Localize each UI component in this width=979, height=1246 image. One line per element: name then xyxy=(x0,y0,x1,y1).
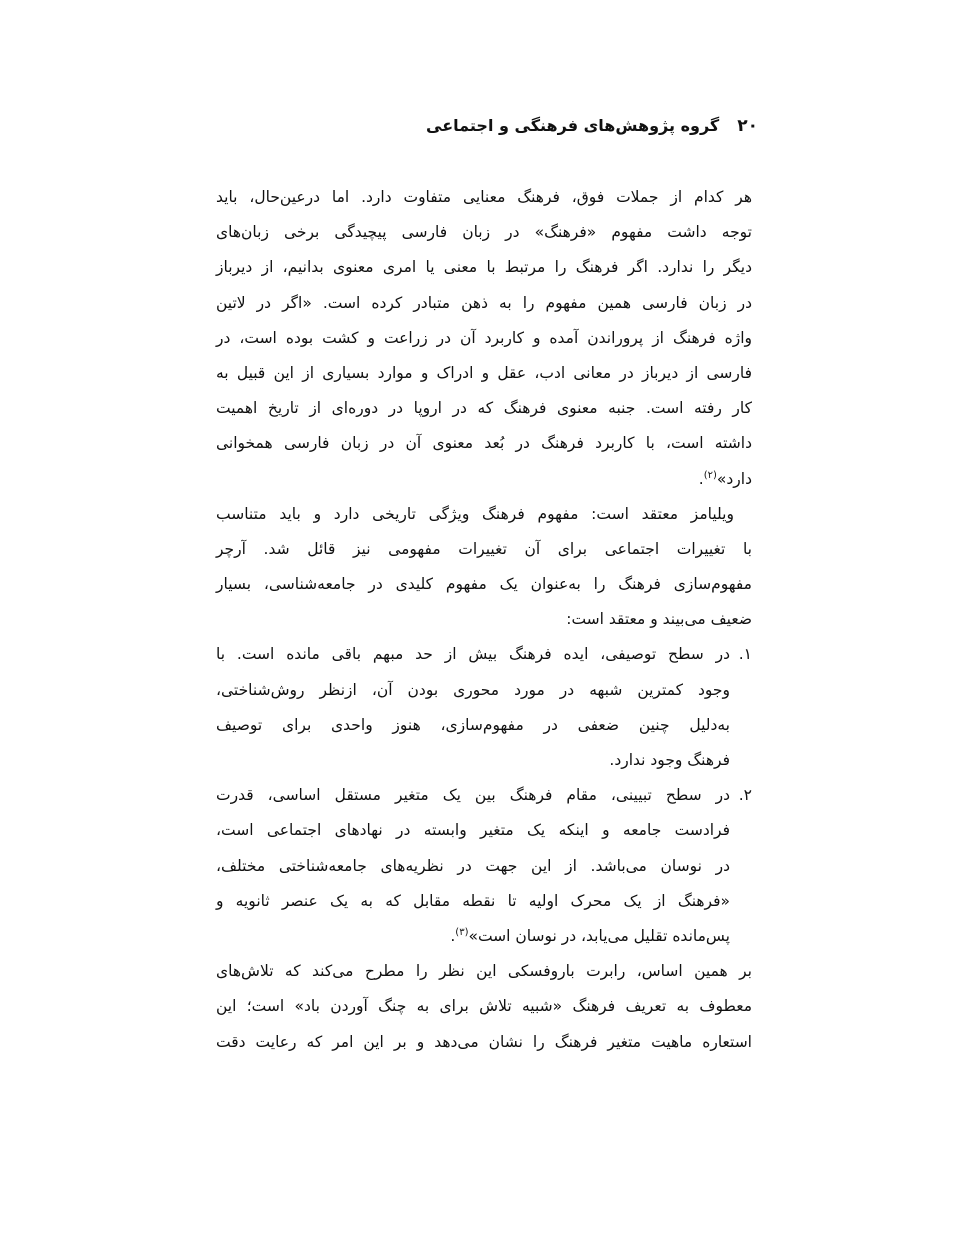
text-line: دیگر را ندارد. اگر فرهنگ را مرتبط با معنی یا امری معنوی بدانیم، از دیرباز xyxy=(216,258,752,277)
body-text xyxy=(216,180,752,1060)
text-line: دارد»$^{(۲)}$. xyxy=(698,469,752,488)
text-line: پس‌مانده تقلیل می‌یابد، در نوسان است»$^{(۳)}$. xyxy=(450,926,730,945)
list-item-continuation xyxy=(216,673,752,779)
text-line: فرادست جامعه و اینکه یک متغیر وابسته در نهادهای اجتماعی است، xyxy=(216,821,730,840)
text-line-content: پس‌مانده تقلیل می‌یابد، در نوسان است» xyxy=(468,926,730,945)
text-line: معطوف به تعریف فرهنگ «شبیه تلاش برای به چنگ آوردن باد» است؛ این xyxy=(216,997,752,1016)
text-line: واژه فرهنگ از پروراندن آمده و کاربرد آن در زراعت و کشت بوده است، در xyxy=(216,328,752,347)
list-item-first-line xyxy=(216,778,752,813)
page-header xyxy=(426,116,758,136)
text-line: هر کدام از جملات فوق، فرهنگ معنایی متفاوت دارد. اما درعین‌حال، باید xyxy=(216,188,752,206)
text-line: ویلیامز معتقد است: مفهوم فرهنگ ویژگی تاریخی دارد و باید متناسب xyxy=(216,504,734,523)
text-line: در زبان فارسی همین مفهوم را به ذهن متبادر کرده است. «اگر در لاتین xyxy=(216,293,752,312)
list-item-continuation xyxy=(216,813,752,954)
text-line: به‌دلیل چنین ضعفی در مفهوم‌سازی، هنوز واحدی برای توصیف xyxy=(216,715,730,734)
list-item-first-line xyxy=(216,637,752,672)
text-line: وجود کمترین شبهه در مورد محوری بودن آن، ازنظر روش‌شناختی، xyxy=(216,680,730,699)
paragraph-williams xyxy=(216,497,752,638)
text-line: بر همین اساس، رابرت باروفسکی این نظر را مطرح می‌کند که تلاش‌های xyxy=(216,962,752,981)
text-line: توجه داشت مفهوم «فرهنگ» در زبان فارسی پیچیدگی برخی زبان‌های xyxy=(216,223,752,242)
text-line: داشته است، با کاربرد فرهنگ در بُعد معنوی آن در زبان فارسی همخوانی xyxy=(216,434,752,453)
text-line: در سطح تبیینی، مقام فرهنگ بین یک متغیر مستقل اساسی، قدرت xyxy=(216,786,730,805)
list-marker: ۱. xyxy=(738,645,752,664)
text-line: در سطح توصیفی، ایده فرهنگ بیش از حد مبهم باقی مانده است. با xyxy=(216,645,730,664)
text-line: استعاره ماهیت متغیر فرهنگ را نشان می‌دهد و بر این امر که رعایت دقت xyxy=(216,1032,752,1051)
footnote-ref: (۳) xyxy=(455,926,469,938)
text-line: کار رفته است. جنبه معنوی فرهنگ که در اروپا در دوره‌ای از تاریخ اهمیت xyxy=(216,399,752,418)
text-line: در نوسان می‌باشد. از این جهت در نظریه‌های جامعه‌شناختی مختلف، xyxy=(216,856,730,875)
text-line: فارسی از دیرباز در معانی ادب، عقل و ادراک و موارد بسیاری از این قبیل به xyxy=(216,363,752,382)
text-line: با تغییرات اجتماعی برای آن تغییرات مفهومی نیز قائل شد. آرچر xyxy=(216,539,752,558)
footnote-ref: (۲) xyxy=(703,469,717,481)
running-title: گروه پژوهش‌های فرهنگی و اجتماعی xyxy=(426,116,720,135)
text-line: مفهوم‌سازی فرهنگ را به‌عنوان یک مفهوم کلیدی در جامعه‌شناسی، بسیار xyxy=(216,575,752,594)
list-item xyxy=(216,778,752,954)
text-line-content: دارد» xyxy=(716,469,752,488)
text-line: ضعیف می‌بیند و معتقد است: xyxy=(566,610,752,629)
text-line: فرهنگ وجود ندارد. xyxy=(609,751,730,769)
list-marker: ۲. xyxy=(738,786,752,805)
paragraph-culture-meaning xyxy=(216,180,752,497)
page-number: ۲۰ xyxy=(737,116,758,136)
paragraph-borofsky xyxy=(216,954,752,1060)
text-line: «فرهنگ از یک محرک اولیه تا نقطه مقابل که به یک عنصر ثانویه و xyxy=(216,891,730,910)
list-item xyxy=(216,637,752,778)
